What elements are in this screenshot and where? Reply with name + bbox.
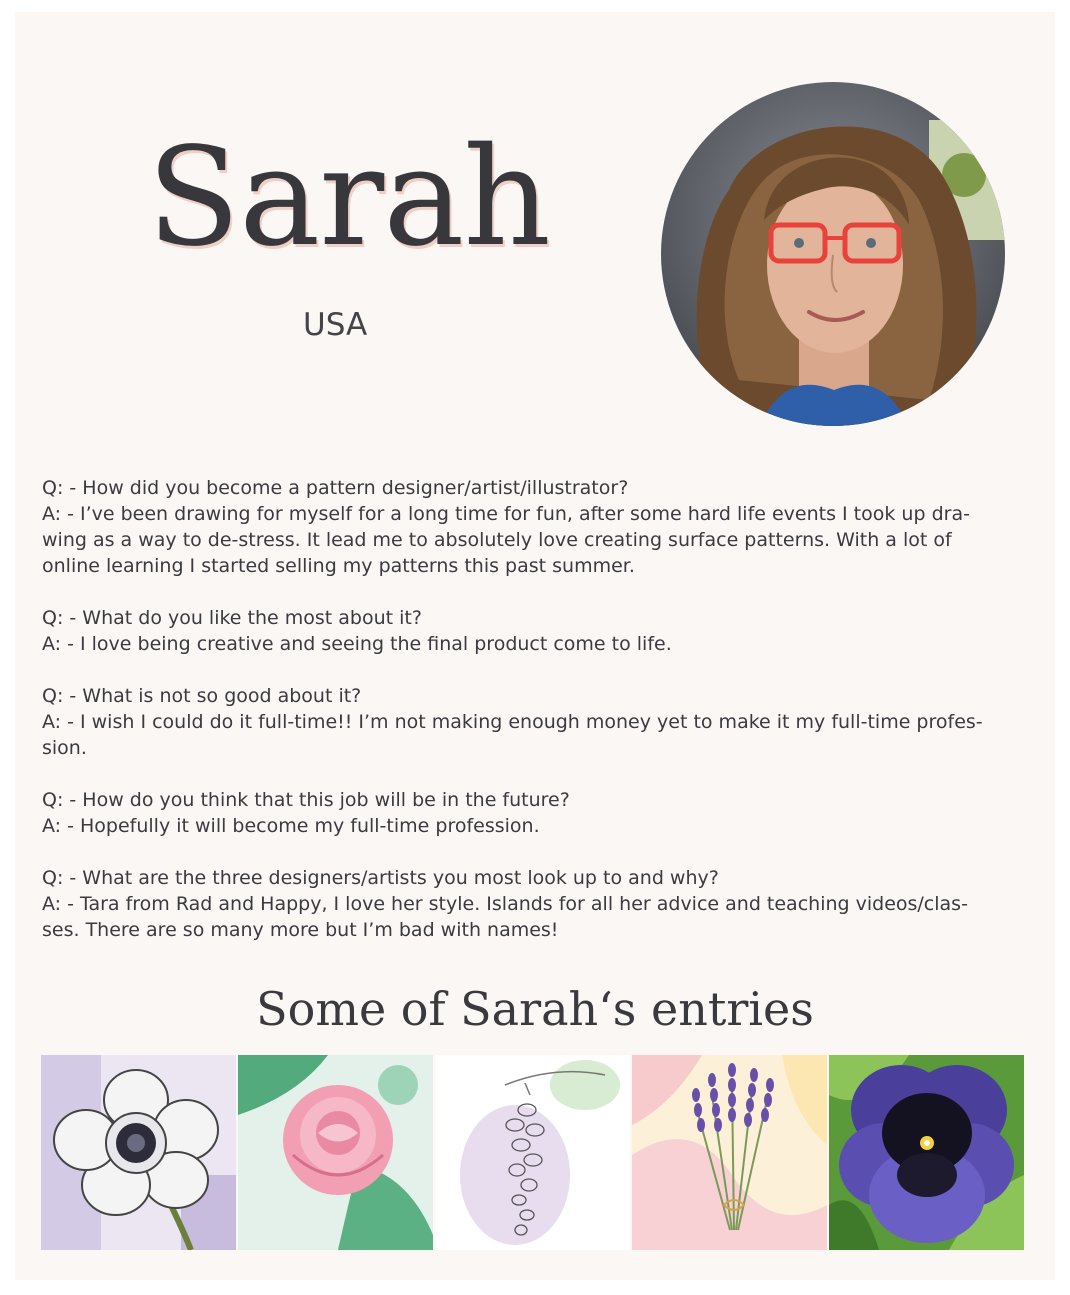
question-text: Q: - What is not so good about it? — [42, 685, 362, 707]
entries-gallery — [41, 1055, 1024, 1250]
question-text: Q: - How do you think that this job will be in the future? — [42, 789, 570, 811]
answer-text: A: - I’ve been drawing for myself for a long time for fun, after some hard life events I took up dra- — [42, 503, 970, 525]
answer-text: A: - I love being creative and seeing the final product come to life. — [42, 633, 672, 655]
qa-item — [42, 605, 1027, 657]
answer-text: online learning I started selling my patterns this past summer. — [42, 555, 635, 577]
interview-qa — [42, 475, 1027, 969]
answer-text: ses. There are so many more but I’m bad with names! — [42, 919, 559, 941]
question-text: Q: - What are the three designers/artists you most look up to and why? — [42, 867, 719, 889]
answer-text: A: - I wish I could do it full-time!! I’m not making enough money yet to make it my full-time profes- — [42, 711, 983, 733]
anemone-flower-icon[interactable] — [41, 1055, 236, 1250]
qa-item — [42, 683, 1027, 761]
answer-text: sion. — [42, 737, 87, 759]
answer-text: A: - Hopefully it will become my full-time profession. — [42, 815, 540, 837]
portrait-photo — [659, 80, 1007, 428]
wisteria-flower-icon[interactable] — [435, 1055, 630, 1250]
artist-country: USA — [303, 307, 368, 343]
qa-item — [42, 865, 1027, 943]
lavender-bouquet-icon[interactable] — [632, 1055, 827, 1250]
question-text: Q: - How did you become a pattern designer/artist/illustrator? — [42, 477, 629, 499]
qa-item — [42, 787, 1027, 839]
rose-flower-icon[interactable] — [238, 1055, 433, 1250]
pansy-flower-icon[interactable] — [829, 1055, 1024, 1250]
qa-item — [42, 475, 1027, 579]
artist-name: Sarah — [147, 119, 550, 277]
question-text: Q: - What do you like the most about it? — [42, 607, 422, 629]
answer-text: wing as a way to de-stress. It lead me to absolutely love creating surface patterns. With a lot of — [42, 529, 952, 551]
answer-text: A: - Tara from Rad and Happy, I love her style. Islands for all her advice and teaching videos/clas- — [42, 893, 968, 915]
entries-title: Some of Sarah‘s entries — [256, 982, 814, 1036]
profile-card — [15, 12, 1055, 1280]
